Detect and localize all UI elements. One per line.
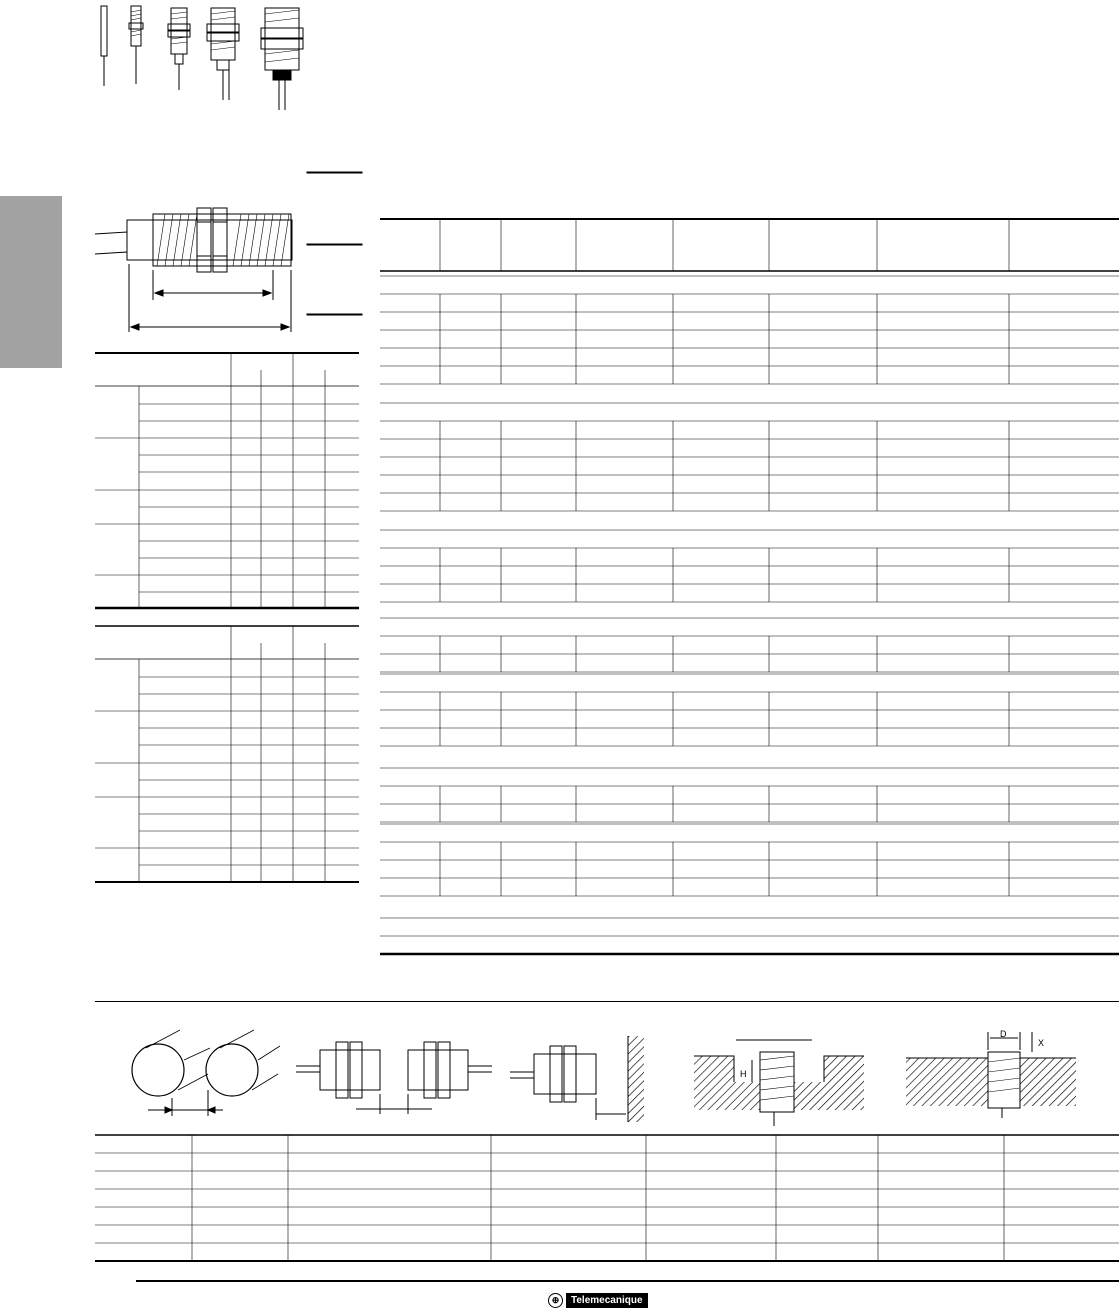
mounting-table (95, 1134, 1119, 1264)
left-characteristics-table-2 (95, 625, 359, 885)
mounting-near-wall-diagram (510, 1036, 650, 1122)
sensor-range-illustration (95, 4, 335, 114)
footer-rule (136, 1280, 1119, 1282)
mounting-recessed-diagram (694, 1030, 864, 1126)
mounting-flush-diagram (906, 1028, 1076, 1118)
brand-mark-icon: ⊕ (548, 1293, 563, 1308)
left-characteristics-table-1 (95, 352, 359, 610)
brand-logo (548, 1292, 648, 1308)
dimension-h-label: H (740, 1069, 747, 1079)
dimension-x-label: X (1038, 1038, 1045, 1048)
dimension-d-label: D (1000, 1029, 1007, 1039)
sensor-dimension-drawing (95, 170, 365, 340)
mounting-side-by-side-diagram (128, 1020, 288, 1125)
mounting-face-to-face-diagram (296, 1036, 496, 1116)
section-divider (95, 1001, 1119, 1002)
main-characteristics-table (380, 218, 1119, 958)
side-tab (0, 196, 62, 368)
brand-name: Telemecanique (566, 1293, 648, 1308)
